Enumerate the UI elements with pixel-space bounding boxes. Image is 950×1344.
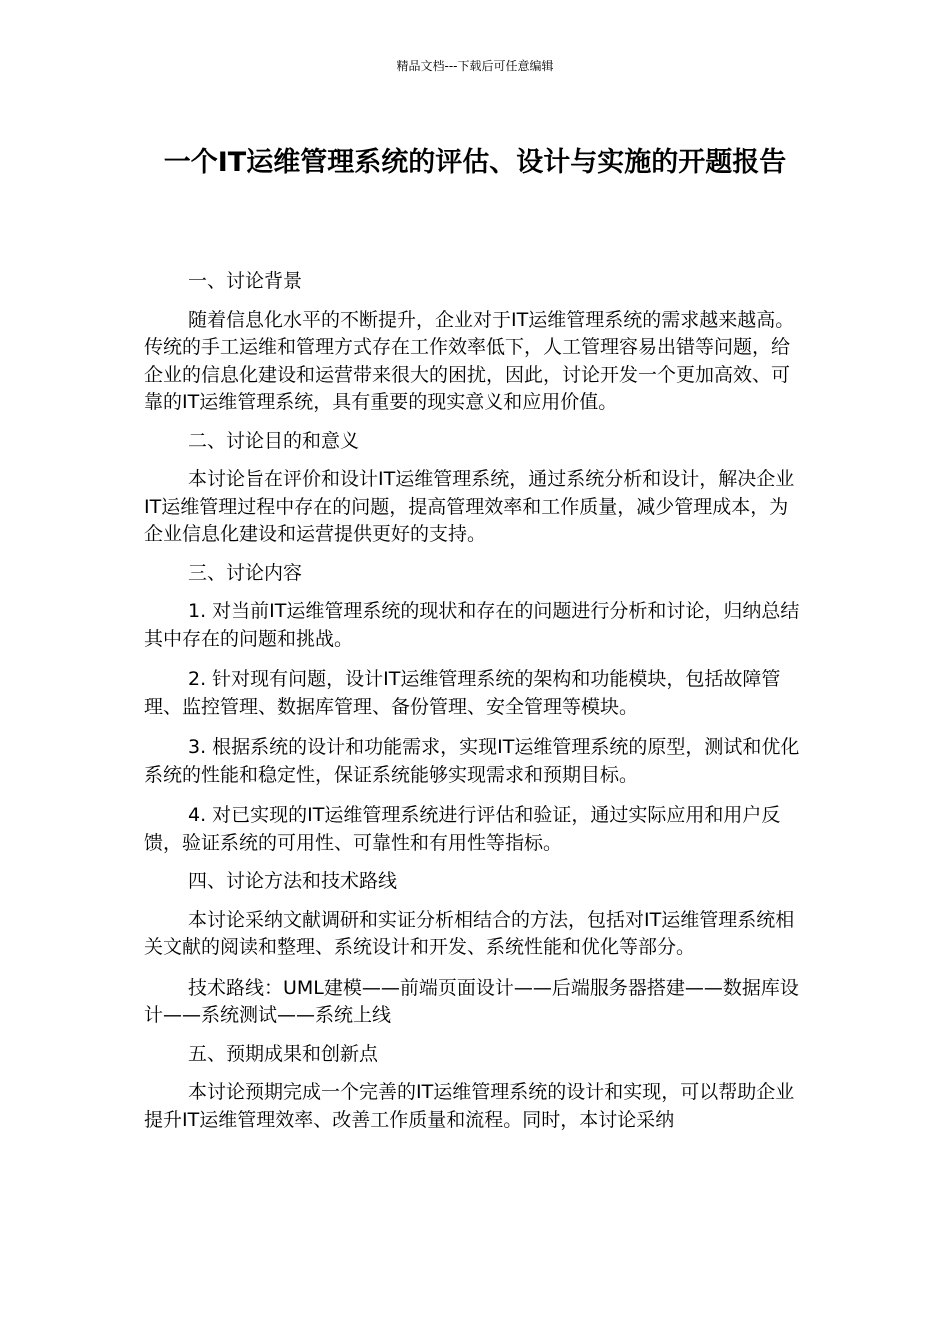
list-item: 4. 对已实现的IT运维管理系统进行评估和验证，通过实际应用和用户反馈，验证系统的可用性、可靠性和有用性等指标。	[144, 804, 781, 854]
body-paragraph: 本讨论预期完成一个完善的IT运维管理系统的设计和实现，可以帮助企业提升IT运维管理效率、改善工作质量和流程。同时，本讨论采纳	[144, 1081, 795, 1131]
section-heading: 二、讨论目的和意义	[188, 429, 360, 452]
list-item: 2. 针对现有问题，设计IT运维管理系统的架构和功能模块，包括故障管理、监控管理、数据库管理、备份管理、安全管理等模块。	[144, 668, 781, 718]
body-paragraph: 本讨论旨在评价和设计IT运维管理系统，通过系统分析和设计，解决企业IT运维管理过程中存在的问题，提高管理效率和工作质量，减少管理成本，为企业信息化建设和运营提供更好的支持。	[144, 468, 795, 545]
section-heading: 五、预期成果和创新点	[188, 1042, 379, 1065]
page-header: 精品文档---下载后可任意编辑	[396, 59, 554, 73]
list-item: 3. 根据系统的设计和功能需求，实现IT运维管理系统的原型，测试和优化系统的性能和稳定性，保证系统能够实现需求和预期目标。	[144, 736, 800, 786]
document-body	[144, 268, 806, 1134]
section-heading: 三、讨论内容	[188, 561, 303, 584]
body-paragraph: 随着信息化水平的不断提升，企业对于IT运维管理系统的需求越来越高。传统的手工运维和管理方式存在工作效率低下，人工管理容易出错等问题，给企业的信息化建设和运营带来很大的困扰，因此，讨论开发一个更加高效、可靠的IT运维管理系统，具有重要的现实意义和应用价值。	[144, 308, 795, 413]
body-paragraph: 本讨论采纳文献调研和实证分析相结合的方法，包括对IT运维管理系统相关文献的阅读和整理、系统设计和开发、系统性能和优化等部分。	[144, 908, 795, 958]
section-heading: 四、讨论方法和技术路线	[188, 870, 398, 892]
body-paragraph: 技术路线：UML建模——前端页面设计——后端服务器搭建——数据库设计——系统测试——系统上线	[144, 976, 799, 1026]
section-heading: 一、讨论背景	[188, 270, 303, 292]
document-title: 一个IT运维管理系统的评估、设计与实施的开题报告	[163, 147, 787, 178]
list-item: 1. 对当前IT运维管理系统的现状和存在的问题进行分析和讨论，归纳总结其中存在的问题和挑战。	[144, 600, 800, 650]
